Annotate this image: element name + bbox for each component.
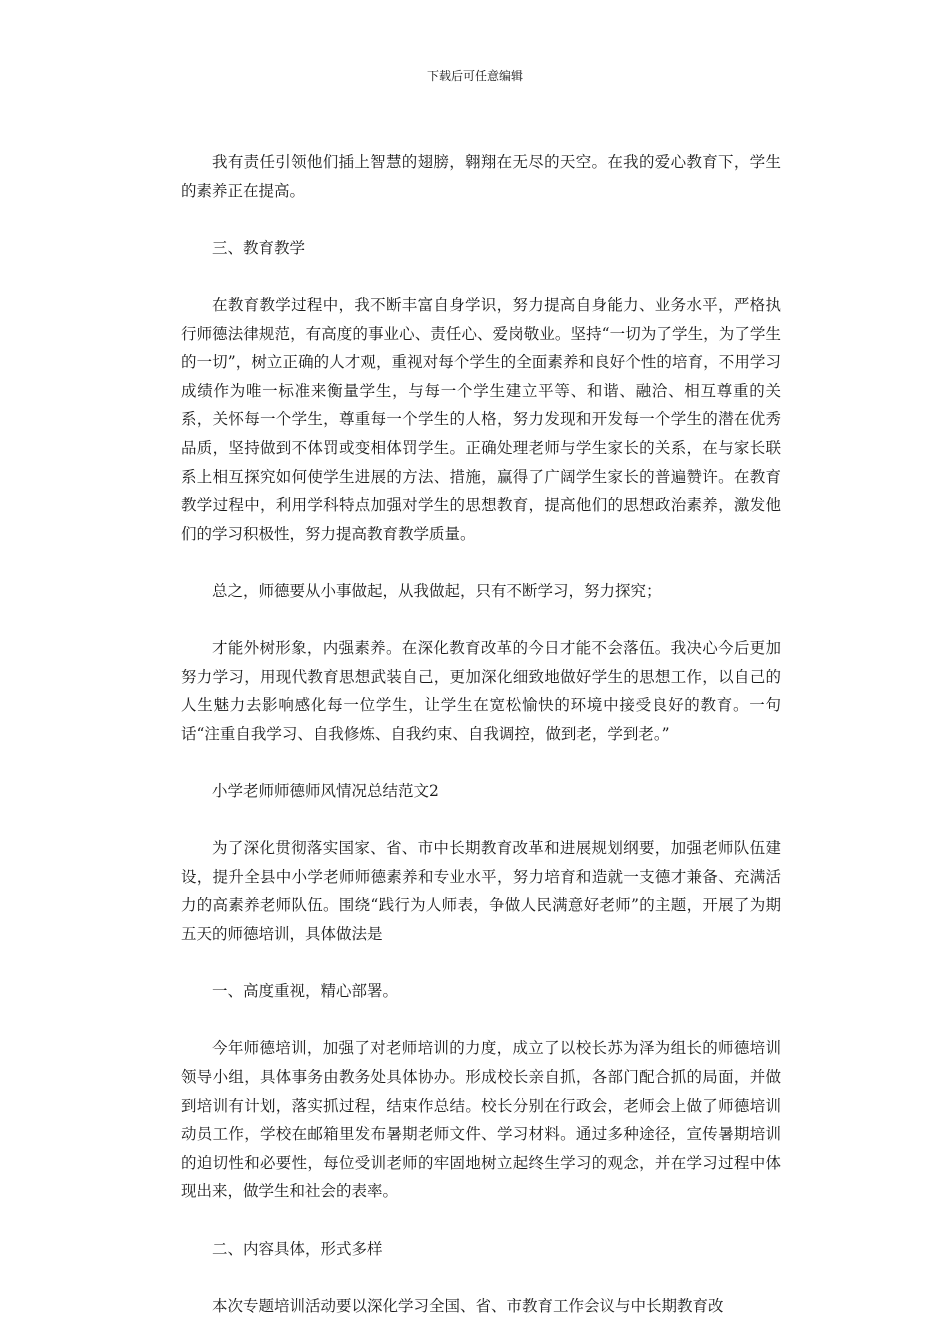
page-header: 下载后可任意编辑 [426,69,523,83]
paragraph-gap [181,1006,781,1035]
paragraph-teaching: 在教育教学过程中，我不断丰富自身学识，努力提高自身能力、业务水平，严格执行师德法律规范，有高度的事业心、责任心、爱岗敬业。坚持“一切为了学生，为了学生的一切”，树立正确的人才观，重视对每个学生的全面素养和良好个性的培育，不用学习成绩作为唯一标准来衡量学生，与每一个学生建立平等、和谐、融洽、相互尊重的关系，关怀每一个学生，尊重每一个学生的人格，努力发现和开发每一个学生的潜在优秀品质，坚持做到不体罚或变相体罚学生。正确处理老师与学生家长的关系，在与家长联系上相互探究如何使学生进展的方法、措施，赢得了广阔学生家长的普遍赞许。在教育教学过程中，利用学科特点加强对学生的思想教育，提高他们的思想政治素养，激发他们的学习积极性，努力提高教育教学质量。 [181,295,781,543]
paragraph-gap [181,262,781,291]
section-heading-teaching: 三、教育教学 [212,238,306,257]
paragraph-intro: 我有责任引领他们插上智慧的翅膀，翱翔在无尽的天空。在我的爱心教育下，学生的素养正在提高。 [181,153,781,200]
section-heading-content: 二、内容具体，形式多样 [212,1239,383,1258]
paragraph-gap [181,548,781,577]
paragraph-content: 本次专题培训活动要以深化学习全国、省、市教育工作会议与中长期教育改 [212,1296,724,1315]
paragraph-gap [181,606,781,635]
paragraph-gap [181,205,781,234]
paragraph-intro-2: 为了深化贯彻落实国家、省、市中长期教育改革和进展规划纲要，加强老师队伍建设，提升全县中小学老师师德素养和专业水平，努力培育和造就一支德才兼备、充满活力的高素养老师队伍。围绕“践行为人师表，争做人民满意好老师”的主题，开展了为期五天的师德培训，具体做法是 [181,839,781,944]
paragraph-gap [181,1206,781,1235]
document-body [181,148,781,1320]
paragraph-gap [181,748,781,777]
paragraph-gap [181,1263,781,1292]
paragraph-conclusion: 才能外树形象，内强素养。在深化教育改革的今日才能不会落伍。我决心今后更加努力学习，用现代教育思想武装自己，更加深化细致地做好学生的思想工作，以自己的人生魅力去影响感化每一位学生，让学生在宽松愉快的环境中接受良好的教育。一句话“注重自我学习、自我修炼、自我约束、自我调控，做到老，学到老。” [181,639,781,743]
article-title-2: 小学老师师德师风情况总结范文2 [212,782,439,801]
paragraph-summary: 总之，师德要从小事做起，从我做起，只有不断学习，努力探究； [212,581,662,600]
section-heading-attention: 一、高度重视，精心部署。 [212,982,399,1001]
paragraph-gap [181,806,781,835]
paragraph-gap [181,949,781,978]
paragraph-training: 今年师德培训，加强了对老师培训的力度，成立了以校长苏为泽为组长的师德培训领导小组，具体事务由教务处具体协办。形成校长亲自抓，各部门配合抓的局面，并做到培训有计划，落实抓过程，结束作总结。校长分别在行政会，老师会上做了师德培训动员工作，学校在邮箱里发布暑期老师文件、学习材料。通过多种途径，宣传暑期培训的迫切性和必要性，每位受训老师的牢固地树立起终生学习的观念，并在学习过程中体现出来，做学生和社会的表率。 [181,1039,781,1201]
